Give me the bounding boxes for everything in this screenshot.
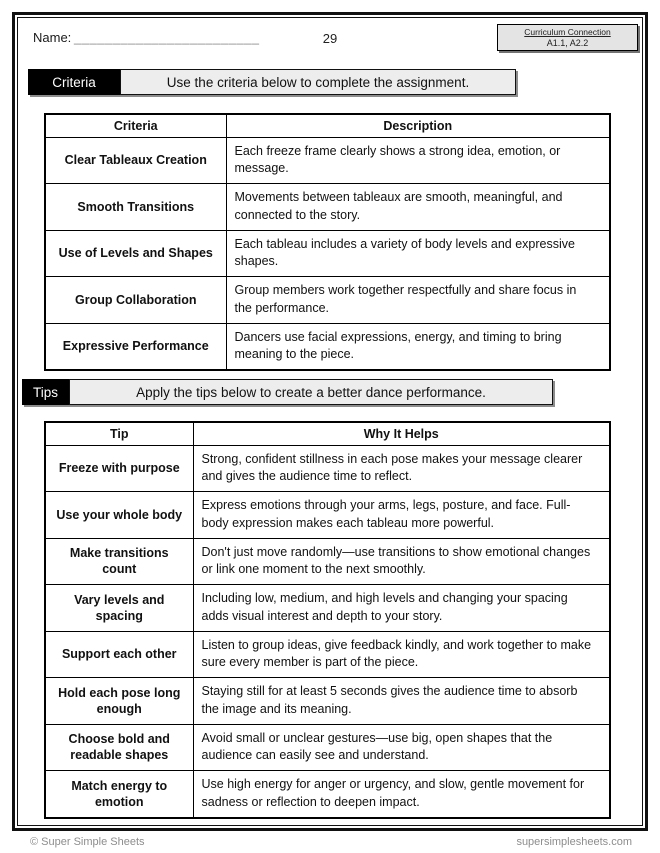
table-row: [45, 184, 610, 231]
table-row: [45, 678, 610, 725]
tip-cell: Freeze with purpose: [45, 445, 193, 492]
tips-table-header-row: [45, 422, 610, 445]
description-cell: Group members work together respectfully and share focus in the performance.: [226, 277, 610, 324]
criterion-cell: Clear Tableaux Creation: [45, 137, 226, 184]
tip-cell: Choose bold and readable shapes: [45, 724, 193, 771]
why-cell: Including low, medium, and high levels and changing your spacing adds visual interest and depth to your story.: [193, 585, 610, 632]
criteria-section-banner: [28, 69, 516, 95]
why-cell: Use high energy for anger or urgency, and slow, gentle movement for sadness or reflection to deepen impact.: [193, 771, 610, 818]
table-row: [45, 323, 610, 370]
why-cell: Strong, confident stillness in each pose makes your message clearer and gives the audience time to reflect.: [193, 445, 610, 492]
table-row: [45, 538, 610, 585]
why-cell: Express emotions through your arms, legs, posture, and face. Full-body expression makes each tableau more powerful.: [193, 492, 610, 539]
why-cell: Listen to group ideas, give feedback kindly, and work together to make sure every member is part of the piece.: [193, 631, 610, 678]
criterion-cell: Smooth Transitions: [45, 184, 226, 231]
name-label: Name:: [33, 30, 72, 45]
criteria-table-header-criteria: Criteria: [45, 114, 226, 137]
criterion-cell: Use of Levels and Shapes: [45, 230, 226, 277]
tip-cell: Hold each pose long enough: [45, 678, 193, 725]
table-row: [45, 277, 610, 324]
table-row: [45, 771, 610, 818]
name-input-blank[interactable]: ________________________: [74, 30, 260, 45]
criteria-section-label: Criteria: [28, 69, 120, 95]
why-cell: Don't just move randomly—use transitions to show emotional changes or link one moment to the next smoothly.: [193, 538, 610, 585]
tips-section-instruction: Apply the tips below to create a better dance performance.: [69, 379, 553, 405]
table-row: [45, 230, 610, 277]
table-row: [45, 724, 610, 771]
footer-website: supersimplesheets.com: [516, 836, 632, 848]
table-row: [45, 445, 610, 492]
criteria-table-header-description: Description: [226, 114, 610, 137]
table-row: [45, 631, 610, 678]
why-cell: Staying still for at least 5 seconds gives the audience time to absorb the image and its meaning.: [193, 678, 610, 725]
curriculum-connection-title: Curriculum Connection: [524, 27, 611, 37]
tips-section-banner: [22, 379, 553, 405]
tip-cell: Vary levels and spacing: [45, 585, 193, 632]
criterion-cell: Expressive Performance: [45, 323, 226, 370]
tip-cell: Make transitions count: [45, 538, 193, 585]
criterion-cell: Group Collaboration: [45, 277, 226, 324]
tips-section-label: Tips: [22, 379, 69, 405]
tips-table-header-tip: Tip: [45, 422, 193, 445]
description-cell: Dancers use facial expressions, energy, and timing to bring meaning to the piece.: [226, 323, 610, 370]
table-row: [45, 137, 610, 184]
description-cell: Each tableau includes a variety of body levels and expressive shapes.: [226, 230, 610, 277]
criteria-table: [44, 113, 611, 371]
tip-cell: Match energy to emotion: [45, 771, 193, 818]
table-row: [45, 492, 610, 539]
description-cell: Each freeze frame clearly shows a strong idea, emotion, or message.: [226, 137, 610, 184]
tips-table-header-why: Why It Helps: [193, 422, 610, 445]
page-number: 29: [322, 31, 338, 46]
curriculum-connection-box: [497, 24, 638, 51]
page-footer: [30, 836, 632, 848]
footer-copyright: © Super Simple Sheets: [30, 836, 145, 848]
description-cell: Movements between tableaux are smooth, meaningful, and connected to the story.: [226, 184, 610, 231]
criteria-table-header-row: [45, 114, 610, 137]
criteria-section-instruction: Use the criteria below to complete the assignment.: [120, 69, 516, 95]
why-cell: Avoid small or unclear gestures—use big, open shapes that the audience can easily see and understand.: [193, 724, 610, 771]
tip-cell: Support each other: [45, 631, 193, 678]
tips-table: [44, 421, 611, 819]
table-row: [45, 585, 610, 632]
curriculum-connection-codes: A1.1, A2.2: [546, 38, 589, 48]
tip-cell: Use your whole body: [45, 492, 193, 539]
